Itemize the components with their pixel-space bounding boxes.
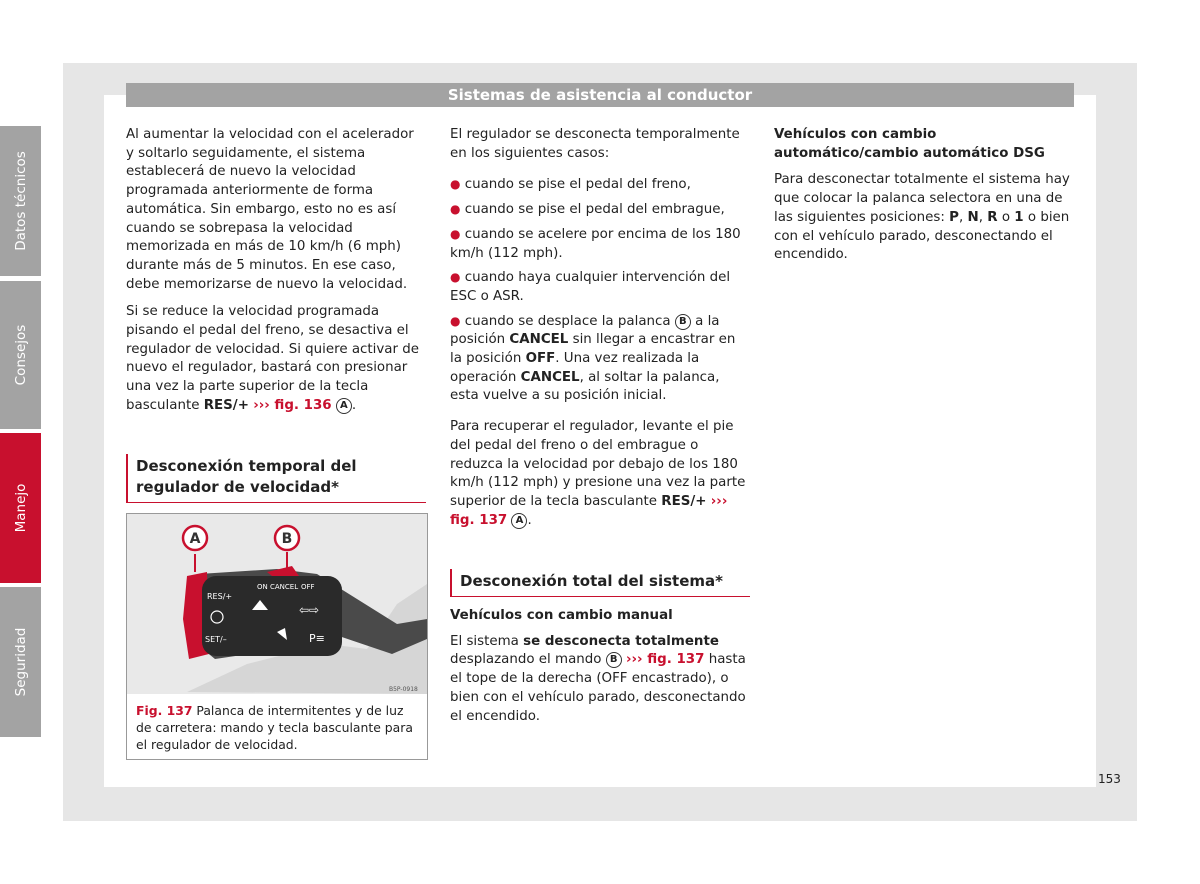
chapter-header: Sistemas de asistencia al conductor	[126, 83, 1074, 107]
subheading-automatic: Vehículos con cambio automático/cambio automático DSG	[774, 127, 1045, 161]
circle-label-b: B	[675, 314, 691, 330]
tab-datos-tecnicos[interactable]: Datos técnicos	[0, 126, 41, 276]
key-res: RES/+	[661, 493, 707, 509]
column-3	[774, 126, 1074, 274]
circle-label-b: B	[606, 652, 622, 668]
lever-off-label: OFF	[301, 583, 315, 591]
tab-seguridad[interactable]: Seguridad	[0, 587, 41, 737]
list-item: ● cuando se pise el pedal del embrague,	[450, 202, 725, 218]
paragraph-brake-deactivation: Si se reduce la velocidad programada pisando el pedal del freno, se desactiva el regulador de velocidad. Si quiere activar de nuevo el regulador, bastará con presionar una vez la parte superior de la tecla basculante RES/+ ››› fig. 136 A .	[126, 304, 419, 413]
figure-reference[interactable]: ››› fig. 136	[253, 397, 332, 413]
tab-manejo[interactable]: Manejo	[0, 433, 41, 583]
circle-label-a: A	[511, 513, 527, 529]
lever-set-label: SET/–	[205, 635, 227, 644]
subheading-manual: Vehículos con cambio manual	[450, 608, 673, 623]
lever-res-label: RES/+	[207, 592, 233, 601]
tab-consejos[interactable]: Consejos	[0, 281, 41, 429]
lever-cancel-label: CANCEL	[270, 583, 299, 591]
list-item: ● cuando haya cualquier intervención del ESC o ASR.	[450, 270, 731, 304]
paragraph-intro: El regulador se desconecta temporalmente en los siguientes casos:	[450, 127, 740, 161]
parking-light-icon: P≡	[309, 632, 325, 645]
section-temporary-disconnection: Desconexión temporal del regulador de velocidad*	[126, 454, 426, 503]
figure-caption: Fig. 137 Palanca de intermitentes y de luz de carretera: mando y tecla basculante para el regulador de velocidad.	[136, 703, 413, 752]
figure-reference[interactable]: ››› fig. 137	[626, 652, 705, 668]
lever-on-label: ON	[257, 583, 268, 591]
paragraph-manual: El sistema se desconecta totalmente desplazando el mando B ››› fig. 137 hasta el tope de la derecha (OFF encastrado), o bien con el vehículo parado, desconectando el encendido.	[450, 633, 746, 724]
section-total-disconnection: Desconexión total del sistema*	[450, 569, 750, 597]
column-2	[450, 126, 750, 539]
turn-signal-icon: ⇦⇨	[299, 603, 320, 617]
svg-text:A: A	[189, 531, 201, 547]
figure-code: B5P-0918	[389, 686, 418, 693]
figure-137	[126, 513, 428, 760]
key-res: RES/+	[203, 397, 249, 413]
list-item: ● cuando se desplace la palanca B a la posición CANCEL sin llegar a encastrar en la posición OFF. Una vez realizada la operación CANCEL, al soltar la palanca, esta vuelve a su posición inicial.	[450, 313, 736, 404]
page-number: 153	[1098, 772, 1121, 786]
bullet-list	[450, 175, 750, 406]
lever-illustration	[127, 514, 427, 694]
list-item: ● cuando se acelere por encima de los 180 km/h (112 mph).	[450, 226, 741, 261]
paragraph-speed-recovery: Al aumentar la velocidad con el acelerador y soltarlo seguidamente, el sistema establecerá de nuevo la velocidad programada anteriormente de forma automática. Sin embargo, esto no es así cuando se sobrepasa la velocidad memorizada en más de 10 km/h (6 mph) durante más de 5 minutos. En ese caso, debe memorizarse de nuevo la velocidad.	[126, 127, 414, 292]
column-2-lower	[450, 607, 750, 735]
circle-label-a: A	[336, 398, 352, 414]
column-1	[126, 126, 419, 425]
paragraph-recover: Para recuperar el regulador, levante el pie del pedal del freno o del embrague o reduzca la velocidad por debajo de los 180 km/h (112 mph) y presione una vez la parte superior de la tecla basculante RES/+ ››› fig. 137 A .	[450, 419, 746, 528]
paragraph-automatic: Para desconectar totalmente el sistema hay que colocar la palanca selectora en una de las siguientes posiciones: P, N, R o 1 o bien con el vehículo parado, desconectando el encendido.	[774, 172, 1070, 263]
list-item: ● cuando se pise el pedal del freno,	[450, 177, 691, 193]
svg-text:B: B	[281, 531, 293, 547]
figure-reference[interactable]: ››› fig. 137	[450, 493, 728, 528]
